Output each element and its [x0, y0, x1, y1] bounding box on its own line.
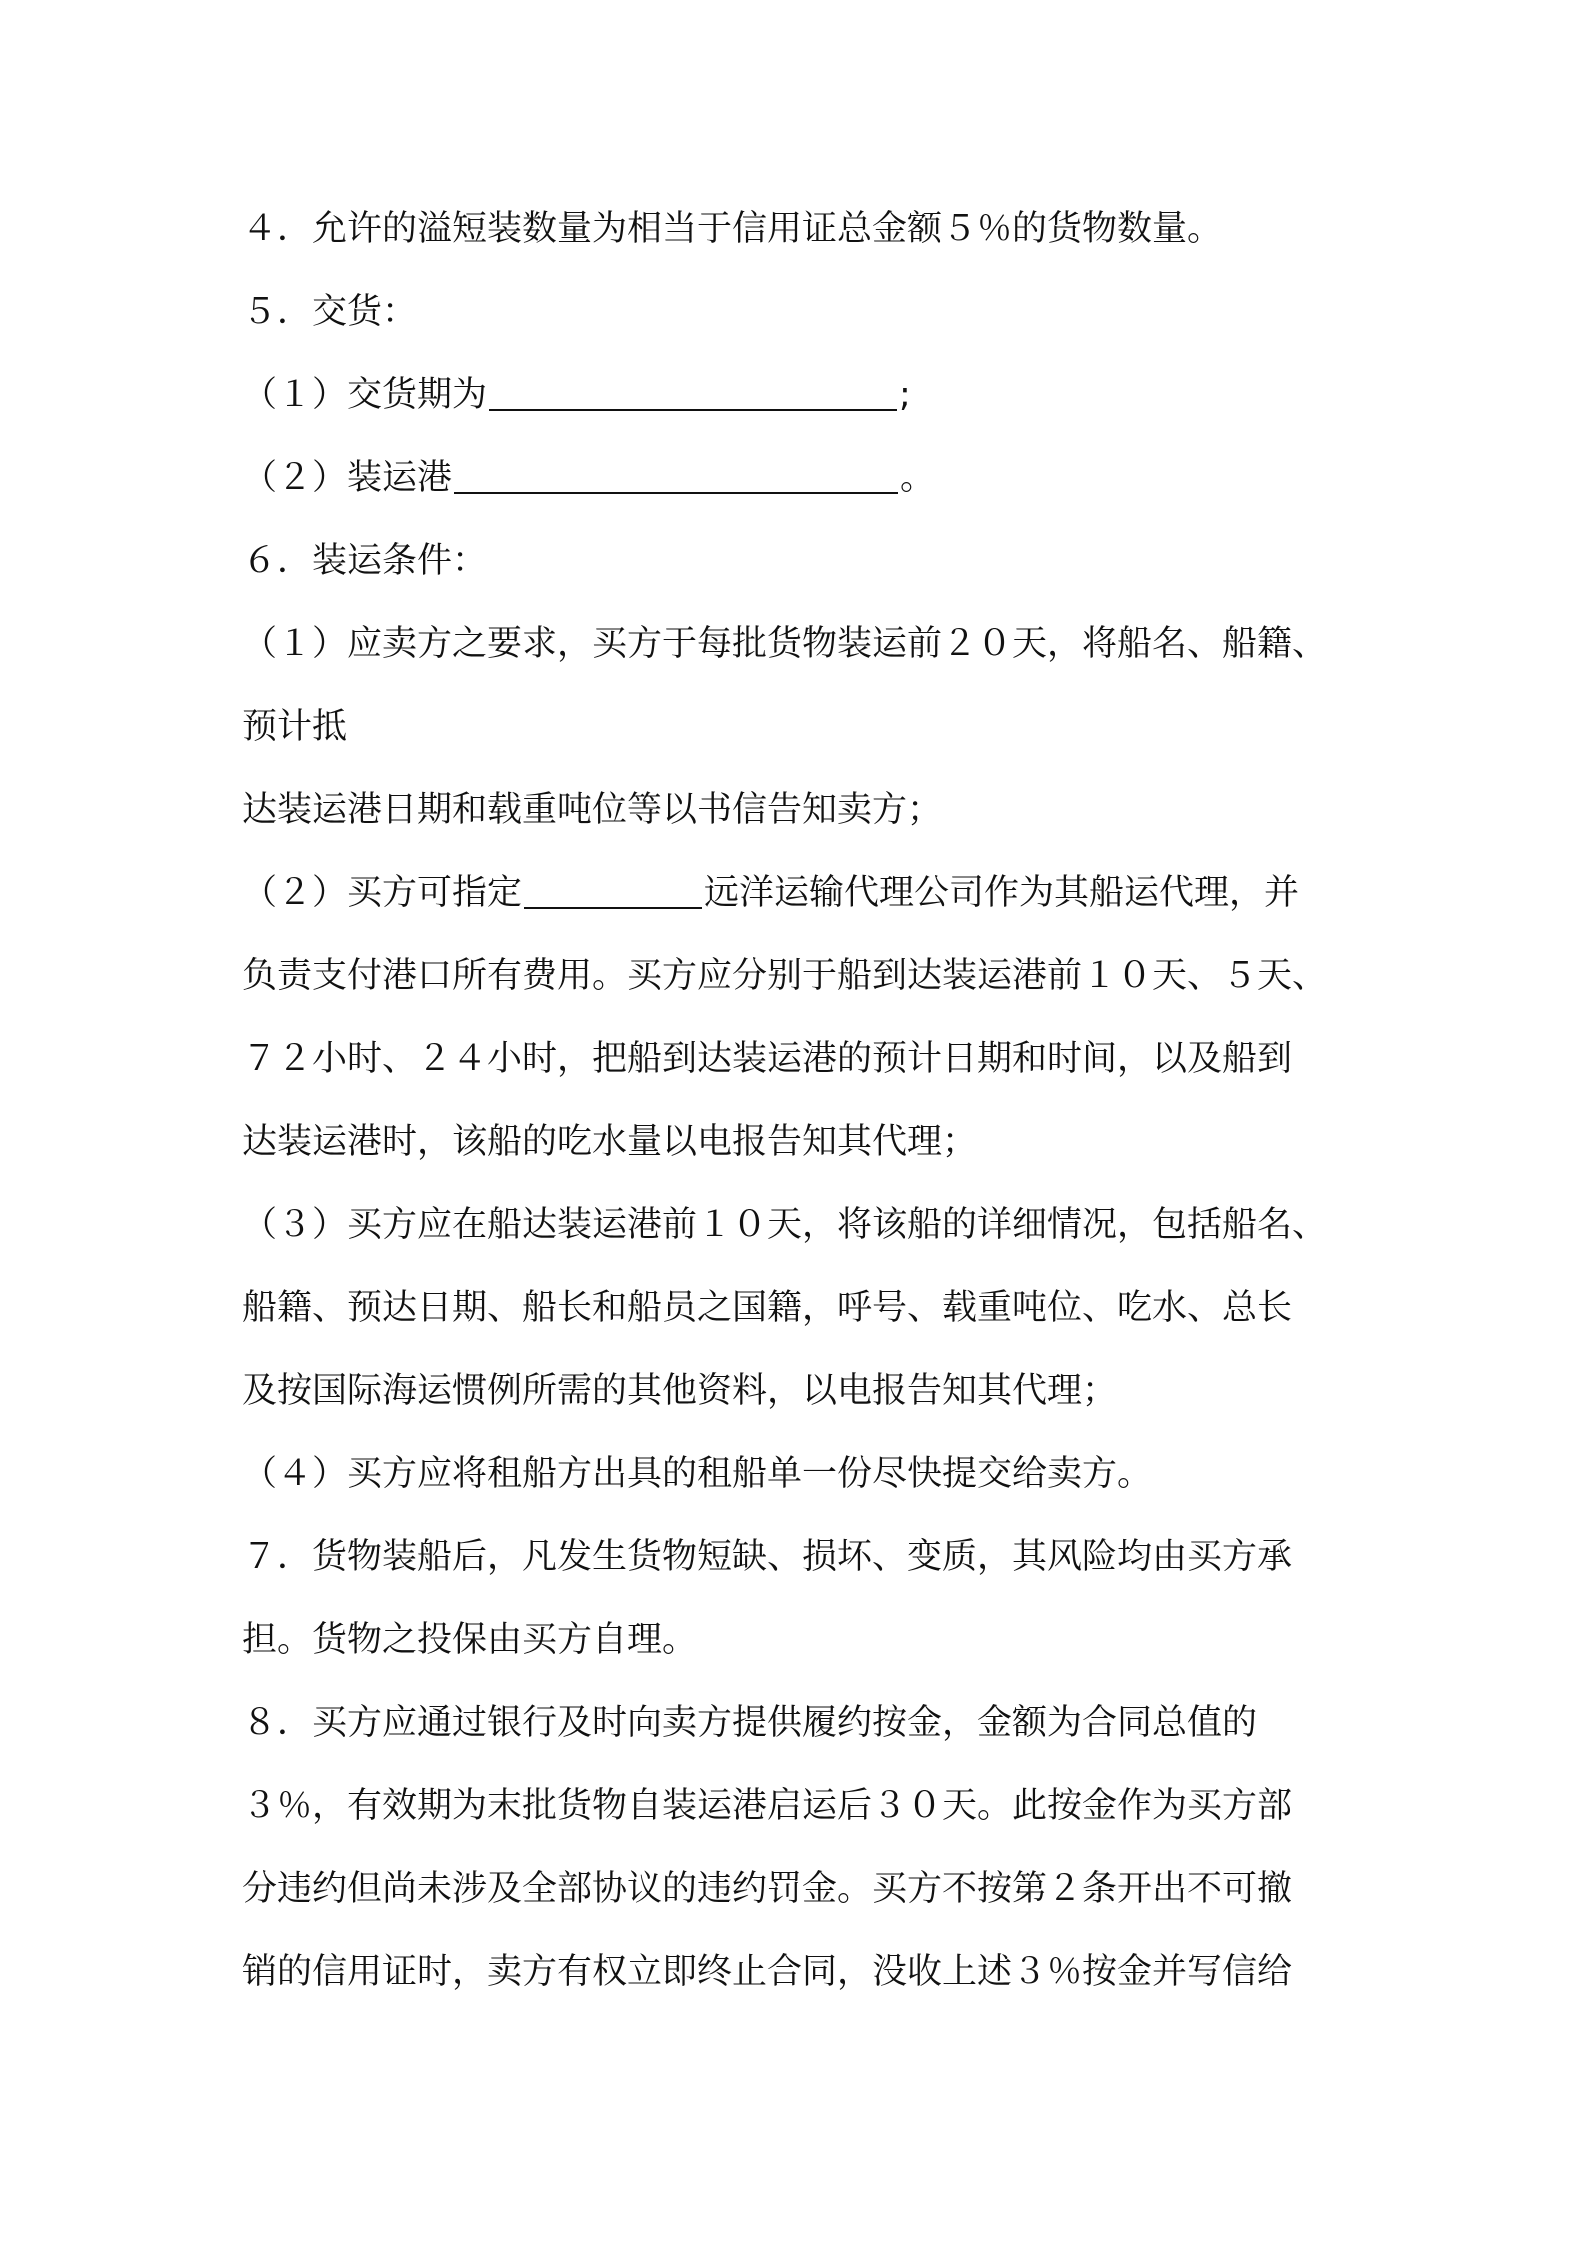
shipping-agent-blank[interactable]: [524, 863, 702, 909]
clause-7-line-1: ７．货物装船后，凡发生货物短缺、损坏、变质，其风险均由买方承: [242, 1537, 1293, 1577]
clause-5-2-line: [242, 448, 1362, 508]
clause-8-line-4: 销的信用证时，卖方有权立即终止合同，没收上述３％按金并写信给: [242, 1952, 1293, 1992]
clause-8-line-1: ８．买方应通过银行及时向卖方提供履约按金，金额为合同总值的: [242, 1703, 1258, 1743]
clause-5-1-end: ;: [899, 375, 911, 415]
clause-6-1-line-2: 预计抵: [242, 707, 348, 747]
clause-8-line-3: 分违约但尚未涉及全部协议的违约罚金。买方不按第２条开出不可撤: [242, 1869, 1293, 1909]
clause-7-line-2: 担。货物之投保由买方自理。: [242, 1620, 698, 1660]
clause-6-1-line-1: （１）应卖方之要求，买方于每批货物装运前２０天，将船名、船籍、: [242, 624, 1328, 664]
clause-5-heading: ５．交货：: [242, 292, 418, 332]
clause-6-3-line-3: 及按国际海运惯例所需的其他资料，以电报告知其代理；: [242, 1371, 1118, 1411]
clause-8-line-2: ３％，有效期为末批货物自装运港启运后３０天。此按金作为买方部: [242, 1786, 1293, 1826]
clause-6-1-line-3: 达装运港日期和载重吨位等以书信告知卖方；: [242, 790, 943, 830]
clause-6-2-line-4: 达装运港时，该船的吃水量以电报告知其代理；: [242, 1122, 978, 1162]
clause-5-1-line: [242, 365, 1362, 425]
clause-6-2-line-1: [242, 863, 1362, 923]
delivery-period-blank[interactable]: [489, 365, 897, 411]
clause-6-3-line-2: 船籍、预达日期、船长和船员之国籍，呼号、载重吨位、吃水、总长: [242, 1288, 1293, 1328]
clause-6-2-label: （２）买方可指定: [242, 873, 523, 913]
clause-6-2-line-2: 负责支付港口所有费用。买方应分别于船到达装运港前１０天、５天、: [242, 956, 1328, 996]
clause-6-4-text: （４）买方应将租船方出具的租船单一份尽快提交给卖方。: [242, 1454, 1153, 1494]
clause-4-text: ４．允许的溢短装数量为相当于信用证总金额５％的货物数量。: [242, 209, 1223, 249]
clause-5-2-label: （２）装运港: [242, 458, 453, 498]
clause-6-2-rest: 远洋运输代理公司作为其船运代理，并: [704, 873, 1300, 913]
clause-6-2-line-3: ７２小时、２４小时，把船到达装运港的预计日期和时间，以及船到: [242, 1039, 1293, 1079]
clause-6-3-line-1: （３）买方应在船达装运港前１０天，将该船的详细情况，包括船名、: [242, 1205, 1328, 1245]
clause-5-2-end: 。: [900, 458, 936, 498]
clause-5-1-label: （１）交货期为: [242, 375, 488, 415]
loading-port-blank[interactable]: [454, 448, 898, 494]
clause-6-heading: ６．装运条件：: [242, 541, 488, 581]
